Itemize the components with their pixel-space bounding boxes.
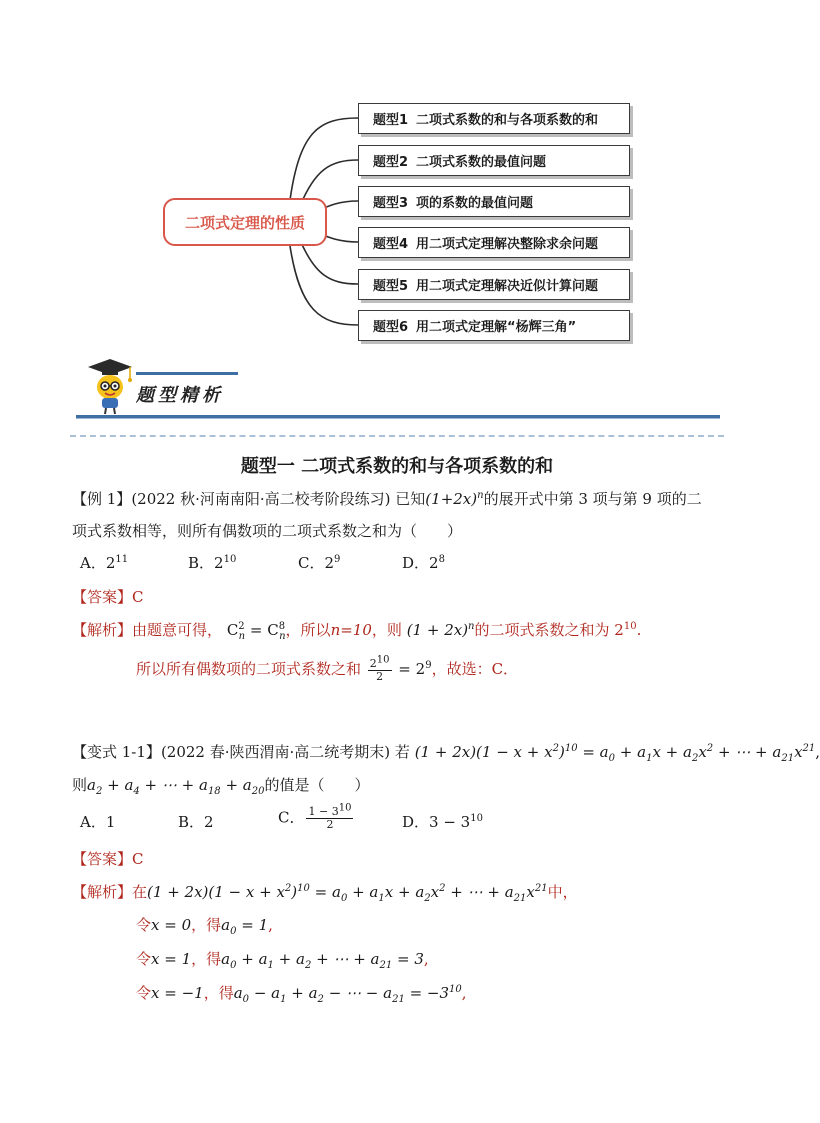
- mind-map: [0, 0, 794, 350]
- branch-label: 项的系数的最值问题: [416, 196, 534, 211]
- example1-tag: 【例 1】: [72, 490, 132, 508]
- header-accent-line: [136, 372, 238, 375]
- variant1-source: (2022 春·陕西渭南·高二统考期末): [160, 743, 391, 761]
- graduate-mascot-icon: [80, 355, 138, 415]
- example1-text-a: 已知: [395, 490, 426, 508]
- fraction-expr: $\frac{2^{10}}{2}$ = $2^9$: [369, 653, 432, 683]
- branch-type-1[interactable]: [358, 103, 630, 134]
- branch-type-6[interactable]: [358, 310, 630, 341]
- option-c-fraction: $\frac{1 - 3^{10}}{2}$: [308, 802, 352, 831]
- variant1-step1: 令x = 0，得$a_0 = 1$,: [136, 916, 273, 937]
- variant1-option-a[interactable]: A．1: [80, 813, 116, 831]
- example1-line2: 项式系数相等，则所有偶数项的二项式系数之和为（ ）: [72, 522, 463, 540]
- branch-type-5[interactable]: [358, 269, 630, 300]
- example1-option-d[interactable]: D．$2^8$: [402, 554, 445, 572]
- section-header: [76, 355, 720, 425]
- variant1-equation: $(1 + 2x)(1 - x + x^2)^{10} = a_0 + a_1x + a_2x^2$ + ⋯ + $a_{21}x^{21}$: [414, 743, 816, 764]
- example1-option-a[interactable]: A．$2^{11}$: [80, 554, 129, 572]
- branch-type-4[interactable]: [358, 227, 630, 258]
- variant1-option-c[interactable]: C． $\frac{1 - 3^{10}}{2}$: [278, 802, 352, 831]
- example1-analysis-line1: 【解析】由题意可得， $C^2_n = C^8_n$，所以n=10，则 $(1 + 2x)^n$的二项式系数之和为 $2^{10}$.: [72, 621, 642, 642]
- example1-source: (2022 秋·河南南阳·高二校考阶段练习): [131, 490, 391, 508]
- analysis-tag: 【解析】: [72, 883, 133, 901]
- branch-number: 题型1: [373, 113, 409, 128]
- answer-tag: 【答案】: [72, 850, 133, 868]
- example1-analysis-line2: 所以所有偶数项的二项式系数之和 $\frac{2^{10}}{2}$ = $2^9$，故选：C．: [136, 653, 519, 683]
- example1-text-b: 的展开式中第 3 项与第 9 项的二: [483, 490, 702, 508]
- branch-number: 题型6: [373, 320, 409, 335]
- answer-value: C: [132, 588, 144, 606]
- branch-number: 题型5: [373, 279, 409, 294]
- variant1-sum-expr: $a_2 + a_4$ + ⋯ + $a_{18} + a_{20}$: [87, 776, 265, 797]
- example1-expr: $(1+2x)^n$: [425, 490, 484, 508]
- variant1-answer: [72, 848, 144, 870]
- header-underline: [76, 415, 720, 418]
- branch-number: 题型2: [373, 155, 409, 170]
- mind-map-root: 二项式定理的性质: [163, 198, 327, 246]
- answer-value: C: [132, 850, 144, 868]
- dashed-divider: [70, 435, 724, 437]
- analysis-tag: 【解析】: [72, 621, 133, 639]
- branch-label: 用二项式定理解决近似计算问题: [416, 279, 599, 294]
- branch-label: 用二项式定理解决整除求余问题: [416, 237, 599, 252]
- example1-option-c[interactable]: C．$2^9$: [298, 554, 341, 572]
- variant1-option-b[interactable]: B．2: [178, 813, 214, 831]
- type-title: 题型一 二项式系数的和与各项系数的和: [240, 456, 554, 477]
- example1-answer: [72, 586, 144, 608]
- branch-type-2[interactable]: [358, 145, 630, 176]
- variant1-analysis-line1: 【解析】在$(1 + 2x)(1 - x + x^2)^{10} = a_0 + a_1x + a_2x^2$ + ⋯ + $a_{21}x^{21}$中，: [72, 883, 578, 904]
- branch-number: 题型4: [373, 237, 409, 252]
- section-title: 题型精析: [136, 385, 224, 406]
- variant1-step3: 令x = −1，得$a_0 - a_1 + a_2$ − ⋯ − $a_{21} = -3^{10}$,: [136, 984, 467, 1005]
- expansion-expr: $(1 + 2x)^n$: [406, 621, 475, 639]
- branch-label: 二项式系数的最值问题: [416, 155, 547, 170]
- example1-line1: [72, 488, 702, 510]
- variant1-step2: 令x = 1，得$a_0 + a_1 + a_2$ + ⋯ + $a_{21} = 3$,: [136, 950, 429, 971]
- variant1-tag: 【变式 1-1】: [72, 743, 161, 761]
- branch-type-3[interactable]: [358, 186, 630, 217]
- variant1-line2: 则$a_2 + a_4$ + ⋯ + $a_{18} + a_{20}$的值是（ ）: [72, 776, 370, 797]
- analysis-equation: $(1 + 2x)(1 - x + x^2)^{10} = a_0 + a_1x + a_2x^2$ + ⋯ + $a_{21}x^{21}$: [147, 883, 548, 904]
- example1-option-b[interactable]: B．$2^{10}$: [188, 554, 237, 572]
- binomial-equation: $C^2_n = C^8_n$: [226, 621, 286, 642]
- variant1-line1: 【变式 1-1】(2022 春·陕西渭南·高二统考期末) 若 $(1 + 2x)(1 - x + x^2)^{10} = a_0 + a_1x + a_2x^2$ + ⋯ + $a_{21}x^{21}$,: [72, 743, 820, 764]
- variant1-option-d[interactable]: D．$3 - 3^{10}$: [402, 813, 483, 831]
- branch-label: 二项式系数的和与各项系数的和: [416, 113, 599, 128]
- branch-number: 题型3: [373, 196, 409, 211]
- answer-tag: 【答案】: [72, 588, 133, 606]
- branch-label: 用二项式定理解“杨辉三角”: [416, 320, 577, 335]
